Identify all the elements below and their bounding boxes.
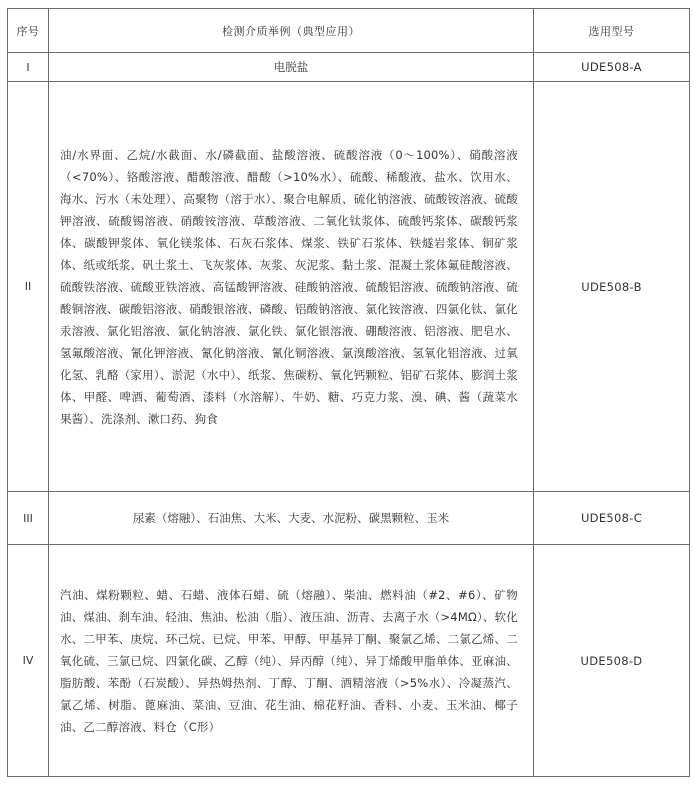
header-index: 序号 bbox=[8, 9, 49, 53]
table-header-row bbox=[8, 9, 690, 53]
row-media: 尿素（熔融）、石油焦、大米、大麦、水泥粉、碳黑颗粒、玉米 bbox=[49, 492, 534, 545]
row-index: I bbox=[8, 53, 49, 82]
row-model: UDE508-D bbox=[534, 545, 690, 777]
row-index: III bbox=[8, 492, 49, 545]
row-index: IV bbox=[8, 545, 49, 777]
header-media: 检测介质举例（典型应用） bbox=[49, 9, 534, 53]
row-media: 汽油、煤粉颗粒、蜡、石蜡、液体石蜡、硫（熔融）、柴油、燃料油（#2、#6）、矿物油、煤油、刹车油、轻油、焦油、松油（脂）、液压油、沥青、去离子水（>4MΩ）、软化水、二甲苯、庚烷、环己烷、已烷、甲苯、甲醇、甲基异丁酮、聚氯乙烯、二氯乙烯、二氧化硫、三氯已烷、四氯化碳、乙醇（纯）、异丙醇（纯）、异丁烯酸甲脂单体、亚麻油、脂肪酸、苯酚（石炭酸）、异热姆热剂、丁醇、丁酮、酒精溶液（>5%水）、冷凝蒸汽、氯乙烯、树脂、蓖麻油、菜油、豆油、花生油、棉花籽油、香料、小麦、玉米油、椰子油、乙二醇溶液、料仓（C形） bbox=[49, 545, 534, 777]
table-row bbox=[8, 82, 690, 492]
row-index: II bbox=[8, 82, 49, 492]
media-selection-table bbox=[7, 8, 690, 777]
row-media: 油/水界面、乙烷/水截面、水/磷截面、盐酸溶液、硫酸溶液（0～100%）、硝酸溶液（<70%）、铬酸溶液、醋酸溶液、醋酸（>10%水）、硫酸、稀酸液、盐水、饮用水、海水、污水（未处理）、高聚物（溶于水）、聚合电解质、硫化钠溶液、硫酸铵溶液、硫酸钾溶液、硫酸锡溶液、硝酸铵溶液、草酸溶液、二氧化钛浆体、硫酸钙浆体、碳酸钙浆体、碳酸钾浆体、氧化镁浆体、石灰石浆体、煤浆、铁矿石浆体、铁燧岩浆体、铜矿浆体、纸或纸浆、矾土浆土、飞灰浆体、灰浆、灰泥浆、黏土浆、混凝土浆体氟硅酸溶液、硫酸铁溶液、硫酸亚铁溶液、高锰酸钾溶液、硅酸钠溶液、硫酸铝溶液、硫酸钠溶液、硫酸铜溶液、碳酸铝溶液、硝酸银溶液、磷酸、铝酸钠溶液、氯化铵溶液、四氯化钛、氯化汞溶液、氯化铝溶液、氯化钠溶液、氯化铁、氯化银溶液、硼酸溶液、铝溶液、肥皂水、氢氟酸溶液、氰化钾溶液、氰化钠溶液、氰化铜溶液、氯溴酸溶液、氢氧化铝溶液、过氧化氢、乳酪（家用）、淤泥（水中）、纸浆、焦碳粉、氧化钙颗粒、铝矿石浆体、膨润土浆体、甲醛、啤酒、葡萄酒、漆料（水溶解）、牛奶、糖、巧克力浆、溴、碘、酱（蔬菜水果酱）、洗涤剂、漱口药、狗食 bbox=[49, 82, 534, 492]
table-row bbox=[8, 53, 690, 82]
table-row bbox=[8, 545, 690, 777]
row-media: 电脱盐 bbox=[49, 53, 534, 82]
table-row bbox=[8, 492, 690, 545]
row-model: UDE508-C bbox=[534, 492, 690, 545]
row-model: UDE508-B bbox=[534, 82, 690, 492]
header-model: 选用型号 bbox=[534, 9, 690, 53]
row-model: UDE508-A bbox=[534, 53, 690, 82]
